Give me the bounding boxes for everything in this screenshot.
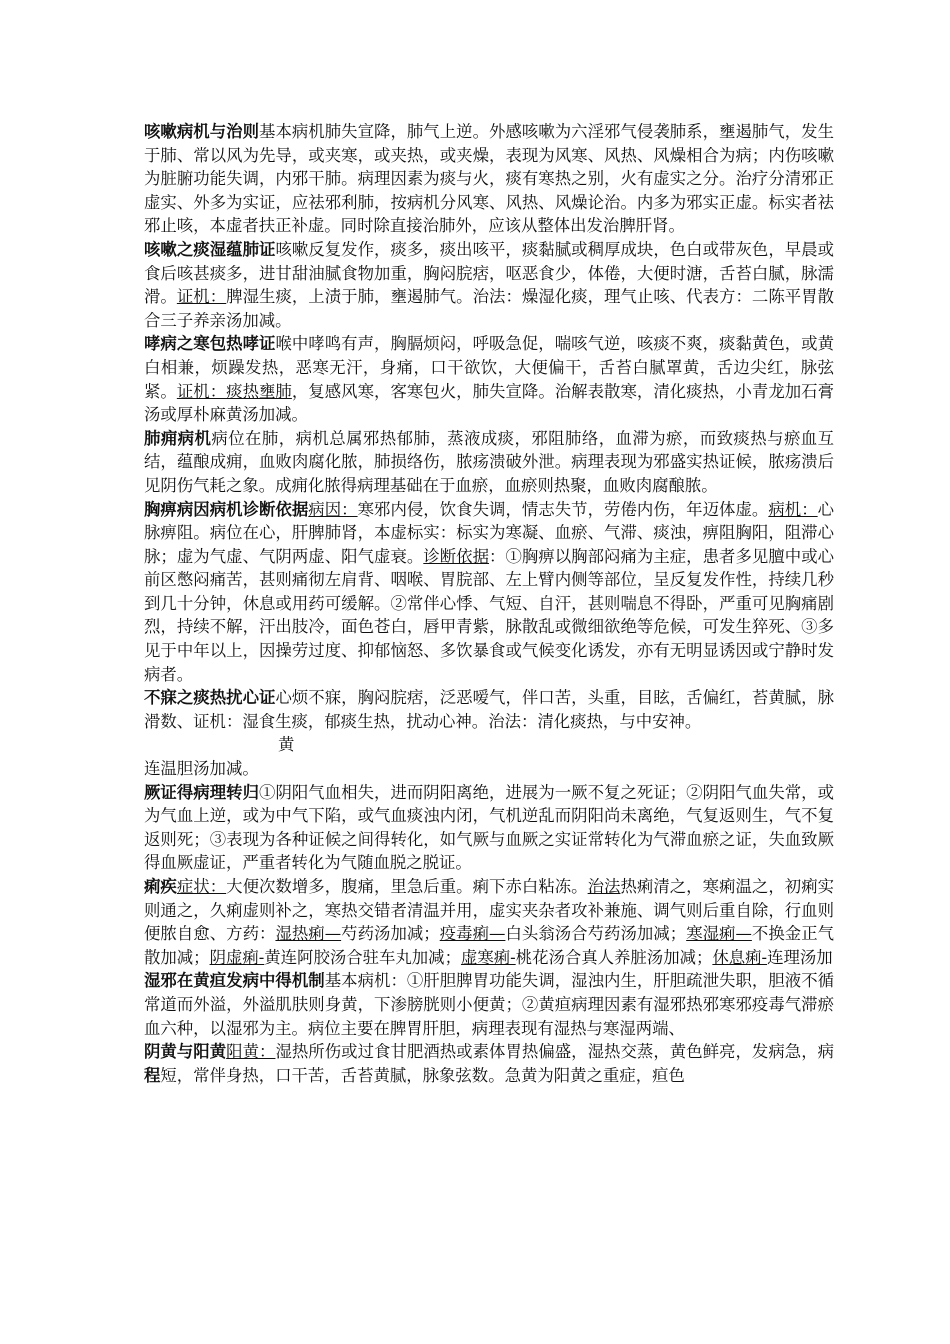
paragraph-heading: 肺痈病机 xyxy=(144,428,212,448)
paragraph-text: 基本病机肺失宣降，肺气上逆。外感咳嗽为六淫邪气侵袭肺系，壅遏肺气，发生于肺、常以风为先导，或夹寒，或夹热，或夹燥，表现为风寒、风热、风燥相合为病；内伤咳嗽为脏腑功能失调，内邪干肺。病理因素为痰与火，痰有寒热之别，火有虚实之分。治疗分清邪正虚实、外多为实证，应祛邪利肺，按病机分风寒、风热、风燥论治。内多为邪实正虚。标实者祛邪止咳，本虚者扶正补虚。同时除直接治肺外，应该从整体出发治脾肝肾。 xyxy=(144,122,835,236)
paragraph-text: 连温胆汤加减。 xyxy=(144,759,259,779)
underlined-term: 症状： xyxy=(176,877,227,896)
paragraph-heading: 程 xyxy=(144,1065,161,1085)
underlined-term: 阴虚痢- xyxy=(209,947,265,967)
paragraph-text: 寒邪内侵，饮食失调，情志失节，劳倦内伤，年迈体虚。 xyxy=(357,499,769,519)
paragraph-text: ：①胸痹以胸部闷痛为主症，患者多见膻中或心前区憋闷痛苦，甚则痛彻左肩背、咽喉、胃脘部、左上臂内侧等部位，呈反复发作性，持续几秒到几十分钟，休息或用药可缓解。②常伴心悸、气短、自汗，甚则喘息不得卧，严重可见胸痛剧烈，持续不解，汗出肢冷，面色苍白，唇甲青紫，脉散乱或微细欲绝等危候，可发生猝死、③多见于中年以上，因操劳过度、抑郁恼怒、多饮暴食或气候变化诱发，亦有无明显诱因或宁静时发病者。 xyxy=(144,546,835,684)
paragraph-text: ，复感风寒，客寒包火，肺失宣降。治解表散寒，清化痰热，小青龙加石膏汤或厚朴麻黄汤加减。 xyxy=(144,381,835,425)
underlined-term: 疫毒痢— xyxy=(439,924,506,944)
paragraph-text: 湿热所伤或过食甘肥酒热或素体胃热偏盛，湿热交蒸，黄色鲜亮，发病急，病 xyxy=(275,1042,835,1062)
paragraph-text: 咳嗽反复发作，痰多，痰出咳平，痰黏腻或稠厚成块，色白或带灰色，早晨或食后咳甚痰多，进甘甜油腻食物加重，胸闷脘痞，呕恶食少，体倦，大便时溏，舌苔白腻，脉濡滑。 xyxy=(144,239,834,307)
paragraph-heading: 厥证得病理转归 xyxy=(144,782,260,802)
paragraph-list-continued xyxy=(144,757,834,1087)
paragraph-text: ①阴阳气血相失，进而阴阳离绝，进展为一厥不复之死证；②阴阳气血失常，或为气血上逆，或为中气下陷，或气血痰浊内闭，气机逆乱而阴阳尚未离绝，气复返则生，气不复返则死；③表现为各种证候之间得转化，如气厥与血厥之实证常转化为气滞血瘀之证，失血致厥得血厥虚证，严重者转化为气随血脱之脱证。 xyxy=(144,782,835,873)
paragraph-text: 脾湿生痰，上渍于肺，壅遏肺气。治法：燥湿化痰，理气止咳、代表方：二陈平胃散合三子养亲汤加减。 xyxy=(144,287,835,330)
paragraph-heading: 胸痹病因病机诊断依据 xyxy=(144,499,309,519)
paragraph-heading: 不寐之痰热扰心证 xyxy=(144,688,276,708)
paragraph-heading: 阴黄与阳黄 xyxy=(144,1042,227,1062)
underlined-term: 治法 xyxy=(587,877,621,896)
paragraph-text: 短，常伴身热，口干苦，舌苔黄腻，脉象弦数。急黄为阳黄之重症，疸色 xyxy=(160,1065,685,1085)
paragraph xyxy=(144,875,834,969)
underlined-term: 病因： xyxy=(308,499,358,519)
underlined-term: 阳黄： xyxy=(226,1042,276,1062)
paragraph-heading: 咳嗽病机与治则 xyxy=(144,122,260,141)
paragraph-text: 连理汤加 xyxy=(767,947,833,967)
paragraph-text: 病位在肺，病机总属邪热郁肺，蒸液成痰，邪阻肺络，血滞为瘀，而致痰热与瘀血互结，蕴酿成痈，血败肉腐化脓，肺损络伤，脓疡溃破外泄。病理表现为邪盛实热证候，脓疡溃后见阴伤气耗之象。成痈化脓得病理基础在于血瘀，血瘀则热聚，血败肉腐酿脓。 xyxy=(144,428,835,495)
paragraph xyxy=(144,332,834,426)
paragraph-text: 心脉痹阻。病位在心，肝脾肺肾，本虚标实：标实为寒凝、血瘀、气滞、痰浊，痹阻胸阳，阻滞心脉；虚为气虚、气阴两虚、阳气虚衰。 xyxy=(144,499,835,566)
paragraph-text: 不换金正气散加减； xyxy=(144,924,835,967)
paragraph-heading: 痢疾 xyxy=(144,877,177,896)
paragraph-text: 心烦不寐，胸闷脘痞，泛恶嗳气，伴口苦，头重，目眩，舌偏红，苔黄腻，脉滑数、证机：湿食生痰，郁痰生热，扰动心神。治法：清化痰热，与中安神。 xyxy=(144,688,834,731)
document-page xyxy=(144,120,834,1087)
paragraph-text: 大便次数增多，腹痛，里急后重。痢下赤白粘冻。 xyxy=(226,877,588,896)
underlined-term: 虚寒痢- xyxy=(460,947,516,967)
paragraph xyxy=(144,498,834,687)
paragraph-list xyxy=(144,120,834,733)
underlined-term: 诊断依据 xyxy=(423,546,490,566)
paragraph-text: 基本病机：①肝胆脾胃功能失调，湿浊内生，肝胆疏泄失职，胆液不循常道而外溢，外溢肌肤则身黄，下渗膀胱则小便黄；②黄疸病理因素有湿邪热邪寒邪疫毒气滞瘀血六种，以湿邪为主。病位主要在脾胃肝胆，病理表现有湿热与寒湿两端、 xyxy=(144,971,835,1038)
underlined-term: 湿热痢— xyxy=(275,924,342,944)
paragraph xyxy=(144,238,834,332)
paragraph xyxy=(144,757,834,781)
stray-character: 黄 xyxy=(278,735,295,755)
paragraph-text: 芍药汤加减； xyxy=(341,924,440,944)
paragraph-heading: 湿邪在黄疸发病中得机制 xyxy=(144,971,325,991)
paragraph-text: 喉中哮鸣有声，胸膈烦闷，呼吸急促，喘咳气逆，咳痰不爽，痰黏黄色，或黄白相兼，烦躁发热，恶寒无汗，身痛，口干欲饮，大便偏干，舌苔白腻罩黄，舌边尖红，脉弦紧。 xyxy=(144,334,834,401)
paragraph xyxy=(144,969,834,1040)
paragraph-text: 黄连阿胶汤合驻车丸加减； xyxy=(264,947,461,967)
paragraph xyxy=(144,120,834,238)
paragraph-heading: 咳嗽之痰湿蕴肺证 xyxy=(144,239,276,259)
paragraph-text: 白头翁汤合芍药汤加减； xyxy=(505,924,687,944)
underlined-term: 休息痢- xyxy=(712,947,768,967)
paragraph-text: 桃花汤合真人养脏汤加减； xyxy=(515,947,713,967)
underlined-term: 病机： xyxy=(768,499,818,519)
paragraph-heading: 哮病之寒包热哮证 xyxy=(144,334,276,354)
paragraph xyxy=(144,781,834,875)
paragraph xyxy=(144,427,834,498)
underlined-term: 证机：痰热壅肺 xyxy=(176,381,292,401)
paragraph xyxy=(144,686,834,733)
paragraph xyxy=(144,1040,834,1087)
underlined-term: 寒湿痢— xyxy=(686,924,752,944)
paragraph-text: 热痢清之，寒痢温之，初痢实则通之，久痢虚则补之，寒热交错者清温并用，虚实夹杂者攻补兼施、调气则后重自除，行血则便脓自愈、方药： xyxy=(144,877,835,944)
underlined-term: 证机： xyxy=(176,287,227,307)
